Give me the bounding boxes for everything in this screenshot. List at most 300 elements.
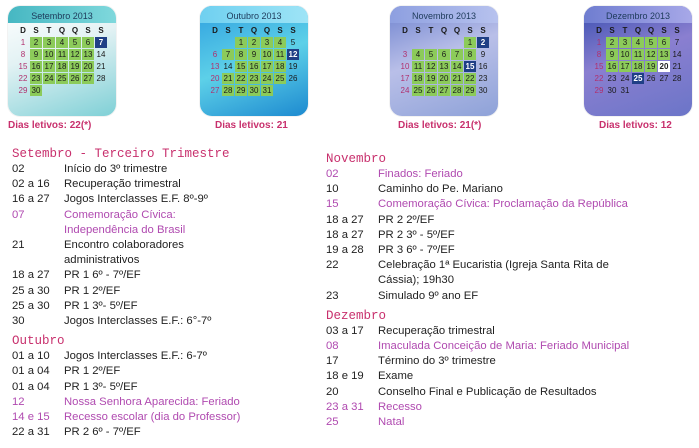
event-text — [64, 380, 312, 395]
event-text-line: Jogos Interclasses E.F.: 6°-7º — [64, 315, 212, 328]
day-cell: 28 — [96, 74, 106, 83]
event-list-novembro — [326, 167, 696, 304]
event-date: 07 — [12, 208, 25, 221]
day-cell: 19 — [288, 62, 298, 71]
event-item — [326, 243, 696, 258]
day-cell — [399, 37, 411, 48]
event-item — [326, 339, 696, 354]
day-cell: 20 — [659, 62, 669, 71]
day-cell: 18 — [633, 62, 643, 71]
event-text-line: Conselho Final e Publicação de Resultados — [378, 385, 597, 398]
event-item — [12, 192, 312, 207]
event-text — [64, 349, 312, 364]
event-date: 22 — [326, 259, 339, 272]
weekday-label: S — [467, 26, 473, 35]
event-date: 17 — [326, 355, 339, 368]
weekday-label: S — [290, 26, 296, 35]
day-cell: 21 — [96, 62, 106, 71]
event-item — [326, 258, 696, 288]
calendar-setembro — [8, 6, 116, 116]
day-cell — [438, 37, 450, 48]
event-item — [12, 299, 312, 314]
day-cell: 14 — [672, 50, 682, 59]
day-cell: 31 — [620, 86, 630, 95]
event-text — [378, 385, 696, 400]
day-cell — [412, 37, 424, 48]
event-date: 18 a 27 — [326, 228, 364, 241]
day-cell: 7 — [451, 49, 463, 60]
event-text — [64, 192, 312, 207]
event-item — [326, 354, 696, 369]
event-item — [12, 238, 312, 268]
weekday-header — [593, 25, 689, 37]
event-date: 18 a 27 — [12, 269, 50, 282]
right-column — [326, 151, 696, 430]
event-date: 10 — [326, 183, 339, 196]
day-cell: 30 — [607, 86, 617, 95]
day-cell: 7 — [674, 38, 680, 47]
day-cell: 25 — [633, 74, 643, 83]
day-cell — [671, 85, 683, 96]
event-date: 20 — [326, 385, 339, 398]
event-item — [12, 380, 312, 395]
event-item — [326, 228, 696, 243]
event-text-line: Jogos Interclasses E.F. 8º-9º — [64, 193, 208, 206]
day-cell: 19 — [426, 74, 436, 83]
day-cell: 4 — [412, 49, 424, 60]
event-text-line: Comemoração Cívica: — [64, 208, 176, 221]
weekday-header — [17, 25, 113, 37]
event-text — [378, 339, 696, 354]
event-item — [326, 213, 696, 228]
day-cell: 12 — [70, 50, 80, 59]
week-row — [17, 49, 113, 61]
left-column — [12, 146, 312, 440]
day-cell: 8 — [20, 50, 26, 59]
day-cell: 9 — [480, 50, 486, 59]
event-date: 01 a 04 — [12, 380, 50, 393]
week-row — [209, 37, 305, 49]
event-date: 02 a 16 — [12, 178, 50, 191]
week-row — [593, 49, 689, 61]
day-cell: 6 — [212, 50, 218, 59]
event-item — [12, 177, 312, 192]
week-row — [17, 73, 113, 85]
calendar-title: Novembro 2013 — [411, 11, 477, 21]
weekday-label: Q — [634, 26, 642, 35]
event-text-line: Recuperação trimestral — [64, 178, 181, 191]
event-text — [64, 284, 312, 299]
event-date: 19 a 28 — [326, 244, 364, 257]
day-cell: 26 — [426, 86, 436, 95]
day-cell: 30 — [31, 86, 41, 95]
day-cell: 14 — [96, 50, 106, 59]
day-cell: 19 — [646, 62, 656, 71]
day-cell: 18 — [57, 62, 67, 71]
day-cell: 2 — [606, 37, 618, 48]
event-date: 03 a 17 — [326, 324, 364, 337]
day-cell: 23 — [31, 74, 41, 83]
day-cell: 29 — [465, 86, 475, 95]
day-cell: 15 — [465, 62, 475, 71]
day-cell: 25 — [275, 74, 285, 83]
event-text — [64, 299, 312, 314]
day-cell: 20 — [439, 74, 449, 83]
week-row — [399, 61, 495, 73]
day-cell: 4 — [632, 37, 644, 48]
event-date: 25 a 30 — [12, 299, 50, 312]
event-text — [378, 167, 696, 182]
day-cell: 24 — [620, 74, 630, 83]
event-text-line: PR 2 6º - 7º/EF — [64, 426, 141, 439]
day-cell: 15 — [236, 62, 246, 71]
event-date: 18 a 27 — [326, 213, 364, 226]
day-cell: 11 — [413, 62, 423, 71]
day-cell — [632, 85, 644, 96]
day-cell: 5 — [425, 49, 437, 60]
day-cell: 21 — [452, 74, 462, 83]
weekday-label: S — [33, 26, 39, 35]
event-item — [12, 395, 312, 410]
weekday-label: D — [20, 26, 26, 35]
event-text — [64, 268, 312, 283]
calendar-dezembro — [584, 6, 692, 116]
day-cell — [56, 85, 68, 96]
event-item — [12, 208, 312, 238]
event-text-line: administrativos — [64, 254, 140, 267]
day-cell: 8 — [464, 49, 476, 60]
event-date: 23 — [326, 289, 339, 302]
day-cell: 3 — [43, 37, 55, 48]
calendar-novembro — [390, 6, 498, 116]
day-cell: 11 — [275, 50, 285, 59]
day-cell: 12 — [288, 50, 298, 59]
day-cell: 29 — [594, 86, 604, 95]
event-text — [378, 369, 696, 384]
day-cell: 4 — [56, 37, 68, 48]
day-cell: 2 — [248, 37, 260, 48]
event-date: 16 a 27 — [12, 193, 50, 206]
day-cell: 26 — [70, 74, 80, 83]
event-text-line: Início do 3º trimestre — [64, 163, 168, 175]
week-row — [593, 61, 689, 73]
day-cell: 15 — [594, 62, 604, 71]
event-text — [378, 258, 696, 288]
day-cell: 12 — [646, 50, 656, 59]
day-cell: 10 — [620, 50, 630, 59]
event-text-line: PR 3 6º - 7º/EF — [378, 244, 455, 257]
day-cell: 1 — [464, 37, 476, 48]
day-cell — [425, 37, 437, 48]
event-date: 30 — [12, 315, 25, 328]
day-cell: 10 — [262, 50, 272, 59]
event-date: 01 a 04 — [12, 365, 50, 378]
event-text-line: Recuperação trimestral — [378, 324, 495, 337]
day-cell — [222, 37, 234, 48]
day-cell: 28 — [672, 74, 682, 83]
event-text-line: Simulado 9º ano EF — [378, 289, 479, 302]
day-cell: 16 — [31, 62, 41, 71]
weekday-label: T — [622, 26, 628, 35]
day-cell: 16 — [478, 62, 488, 71]
event-text-line: PR 1 2º/EF — [64, 365, 121, 378]
day-cell: 10 — [400, 62, 410, 71]
day-cell: 2 — [30, 37, 42, 48]
day-cell: 5 — [290, 38, 296, 47]
event-item — [326, 369, 696, 384]
weekday-label: S — [98, 26, 104, 35]
day-cell: 21 — [672, 62, 682, 71]
event-text-line: Finados: Feriado — [378, 168, 463, 180]
event-list-dezembro — [326, 324, 696, 430]
event-text-line: PR 1 6º - 7º/EF — [64, 269, 141, 282]
day-cell: 13 — [83, 50, 93, 59]
event-text — [378, 213, 696, 228]
event-text-line: Término do 3º trimestre — [378, 355, 496, 368]
day-cell: 8 — [235, 49, 247, 60]
day-cell: 17 — [400, 74, 410, 83]
weekday-label: S — [661, 26, 667, 35]
event-item — [326, 197, 696, 212]
event-item — [326, 182, 696, 197]
day-cell: 3 — [402, 50, 408, 59]
event-text — [378, 415, 696, 430]
event-date: 14 e 15 — [12, 411, 50, 424]
day-cell: 1 — [235, 37, 247, 48]
day-cell: 13 — [210, 62, 220, 71]
day-cell: 24 — [44, 74, 54, 83]
weekday-label: Q — [453, 26, 461, 35]
week-row — [17, 61, 113, 73]
weekday-label: S — [225, 26, 231, 35]
weekday-label: Q — [263, 26, 271, 35]
week-row — [209, 85, 305, 97]
day-cell — [645, 85, 657, 96]
event-text-line: Recesso — [378, 400, 422, 413]
event-text — [64, 425, 312, 440]
event-text-line: Exame — [378, 370, 414, 383]
weekday-label: S — [609, 26, 615, 35]
event-date: 23 a 31 — [326, 400, 364, 413]
event-item — [326, 324, 696, 339]
event-item — [12, 425, 312, 440]
day-cell: 31 — [262, 86, 272, 95]
day-cell — [287, 85, 299, 96]
day-cell: 15 — [18, 62, 28, 71]
day-cell: 27 — [659, 74, 669, 83]
dias-letivos-dezembro: Dias letivos: 12 — [599, 120, 672, 131]
day-cell: 23 — [249, 74, 259, 83]
event-text-line: PR 1 3º- 5º/EF — [64, 380, 138, 393]
day-cell: 5 — [645, 37, 657, 48]
week-row — [17, 37, 113, 49]
event-date: 18 e 19 — [326, 370, 364, 383]
day-cell: 6 — [82, 37, 94, 48]
event-text-line: Recesso escolar (dia do Professor) — [64, 411, 241, 424]
day-cell: 22 — [594, 74, 604, 83]
weekday-label: Q — [440, 26, 448, 35]
day-cell: 24 — [262, 74, 272, 83]
weekday-label: S — [674, 26, 680, 35]
event-item — [12, 349, 312, 364]
event-text-line: Caminho do Pe. Mariano — [378, 183, 503, 196]
event-item — [12, 314, 312, 329]
weekday-label: S — [277, 26, 283, 35]
day-cell: 7 — [95, 37, 107, 48]
event-item — [12, 410, 312, 425]
event-date: 21 — [12, 239, 25, 252]
event-text — [378, 243, 696, 258]
weekday-label: D — [212, 26, 218, 35]
day-cell: 27 — [439, 86, 449, 95]
day-cell — [69, 85, 81, 96]
day-cell: 27 — [83, 74, 93, 83]
week-row — [17, 85, 113, 97]
day-cell: 1 — [20, 38, 26, 47]
event-text-line: Nossa Senhora Aparecida: Feriado — [64, 395, 240, 408]
weekday-label: T — [46, 26, 52, 35]
event-text-line: Cássia); 19h30 — [378, 274, 454, 287]
day-cell: 21 — [223, 74, 233, 83]
event-text — [64, 208, 312, 238]
event-item — [326, 289, 696, 304]
week-row — [399, 85, 495, 97]
week-row — [399, 73, 495, 85]
event-item — [12, 162, 312, 177]
day-cell: 9 — [606, 49, 618, 60]
day-cell — [43, 85, 55, 96]
event-date: 15 — [326, 198, 339, 211]
day-cell: 5 — [69, 37, 81, 48]
week-row — [209, 73, 305, 85]
day-cell: 4 — [274, 37, 286, 48]
day-cell: 2 — [477, 37, 489, 48]
weekday-header — [399, 25, 495, 37]
event-text — [378, 228, 696, 243]
day-cell: 30 — [478, 86, 488, 95]
day-cell: 18 — [275, 62, 285, 71]
dias-letivos-novembro: Dias letivos: 21(*) — [398, 120, 482, 131]
day-cell: 17 — [262, 62, 272, 71]
weekday-label: Q — [647, 26, 655, 35]
section-title-outubro: Outubro — [12, 334, 65, 349]
event-text — [64, 162, 312, 177]
week-row — [209, 61, 305, 73]
day-cell: 20 — [210, 74, 220, 83]
event-item — [326, 400, 696, 415]
day-cell — [95, 85, 107, 96]
event-text-line: Celebração 1ª Eucaristia (Igreja Santa Rita de — [378, 259, 609, 272]
day-cell: 12 — [426, 62, 436, 71]
weekday-label: D — [596, 26, 602, 35]
day-cell: 25 — [413, 86, 423, 95]
dias-letivos-setembro: Dias letivos: 22(*) — [8, 120, 92, 131]
day-cell — [451, 37, 463, 48]
event-item — [326, 385, 696, 400]
day-cell — [274, 85, 286, 96]
week-row — [399, 49, 495, 61]
event-item — [326, 415, 696, 430]
week-row — [593, 73, 689, 85]
day-cell: 13 — [659, 50, 669, 59]
calendar-title: Setembro 2013 — [31, 11, 93, 21]
event-text-line: PR 1 2º/EF — [64, 284, 121, 297]
day-cell: 3 — [619, 37, 631, 48]
event-text-line: PR 1 3º- 5º/EF — [64, 299, 138, 312]
event-item — [12, 268, 312, 283]
weekday-label: S — [85, 26, 91, 35]
event-date: 01 a 10 — [12, 350, 50, 363]
week-row — [593, 85, 689, 97]
event-item — [12, 284, 312, 299]
week-row — [399, 37, 495, 49]
event-text-line: Jogos Interclasses E.F.: 6-7º — [64, 350, 207, 363]
event-text-line: PR 2 2º/EF — [378, 213, 435, 226]
event-text-line: Encontro colaboradores — [64, 239, 184, 252]
day-cell: 26 — [646, 74, 656, 83]
week-row — [593, 37, 689, 49]
event-text — [64, 364, 312, 379]
day-cell — [82, 85, 94, 96]
day-cell: 18 — [413, 74, 423, 83]
event-text — [378, 354, 696, 369]
event-date: 25 a 30 — [12, 284, 50, 297]
event-date: 02 — [326, 168, 339, 180]
event-date: 12 — [12, 395, 25, 408]
event-item — [326, 167, 696, 182]
weekday-label: Q — [250, 26, 258, 35]
day-cell: 14 — [452, 62, 462, 71]
day-cell: 9 — [30, 49, 42, 60]
event-list-outubro — [12, 349, 312, 440]
event-date: 02 — [12, 163, 25, 175]
event-text — [378, 324, 696, 339]
event-date: 08 — [326, 340, 339, 353]
day-cell: 17 — [620, 62, 630, 71]
weekday-label: T — [428, 26, 434, 35]
day-cell: 13 — [439, 62, 449, 71]
section-title-novembro: Novembro — [326, 152, 387, 166]
calendar-title: Dezembro 2013 — [605, 11, 671, 21]
day-cell: 24 — [400, 86, 410, 95]
calendar-outubro — [200, 6, 308, 116]
week-row — [209, 49, 305, 61]
day-cell: 22 — [18, 74, 28, 83]
event-date: 25 — [326, 416, 339, 429]
day-cell: 23 — [607, 74, 617, 83]
day-cell — [658, 85, 670, 96]
day-cell: 14 — [223, 62, 233, 71]
weekday-label: T — [238, 26, 244, 35]
day-cell: 7 — [222, 49, 234, 60]
day-cell: 11 — [633, 50, 643, 59]
day-cell: 9 — [248, 49, 260, 60]
day-cell: 29 — [18, 86, 28, 95]
day-cell: 3 — [261, 37, 273, 48]
event-item — [12, 364, 312, 379]
weekday-label: S — [415, 26, 421, 35]
day-cell: 28 — [452, 86, 462, 95]
day-cell: 23 — [478, 74, 488, 83]
event-text — [64, 238, 312, 268]
weekday-header — [209, 25, 305, 37]
day-cell: 20 — [83, 62, 93, 71]
day-cell: 25 — [57, 74, 67, 83]
event-text-line: Independência do Brasil — [64, 223, 186, 236]
day-cell: 27 — [210, 86, 220, 95]
event-text-line: Comemoração Cívica: Proclamação da República — [378, 198, 628, 211]
event-text — [378, 197, 696, 212]
